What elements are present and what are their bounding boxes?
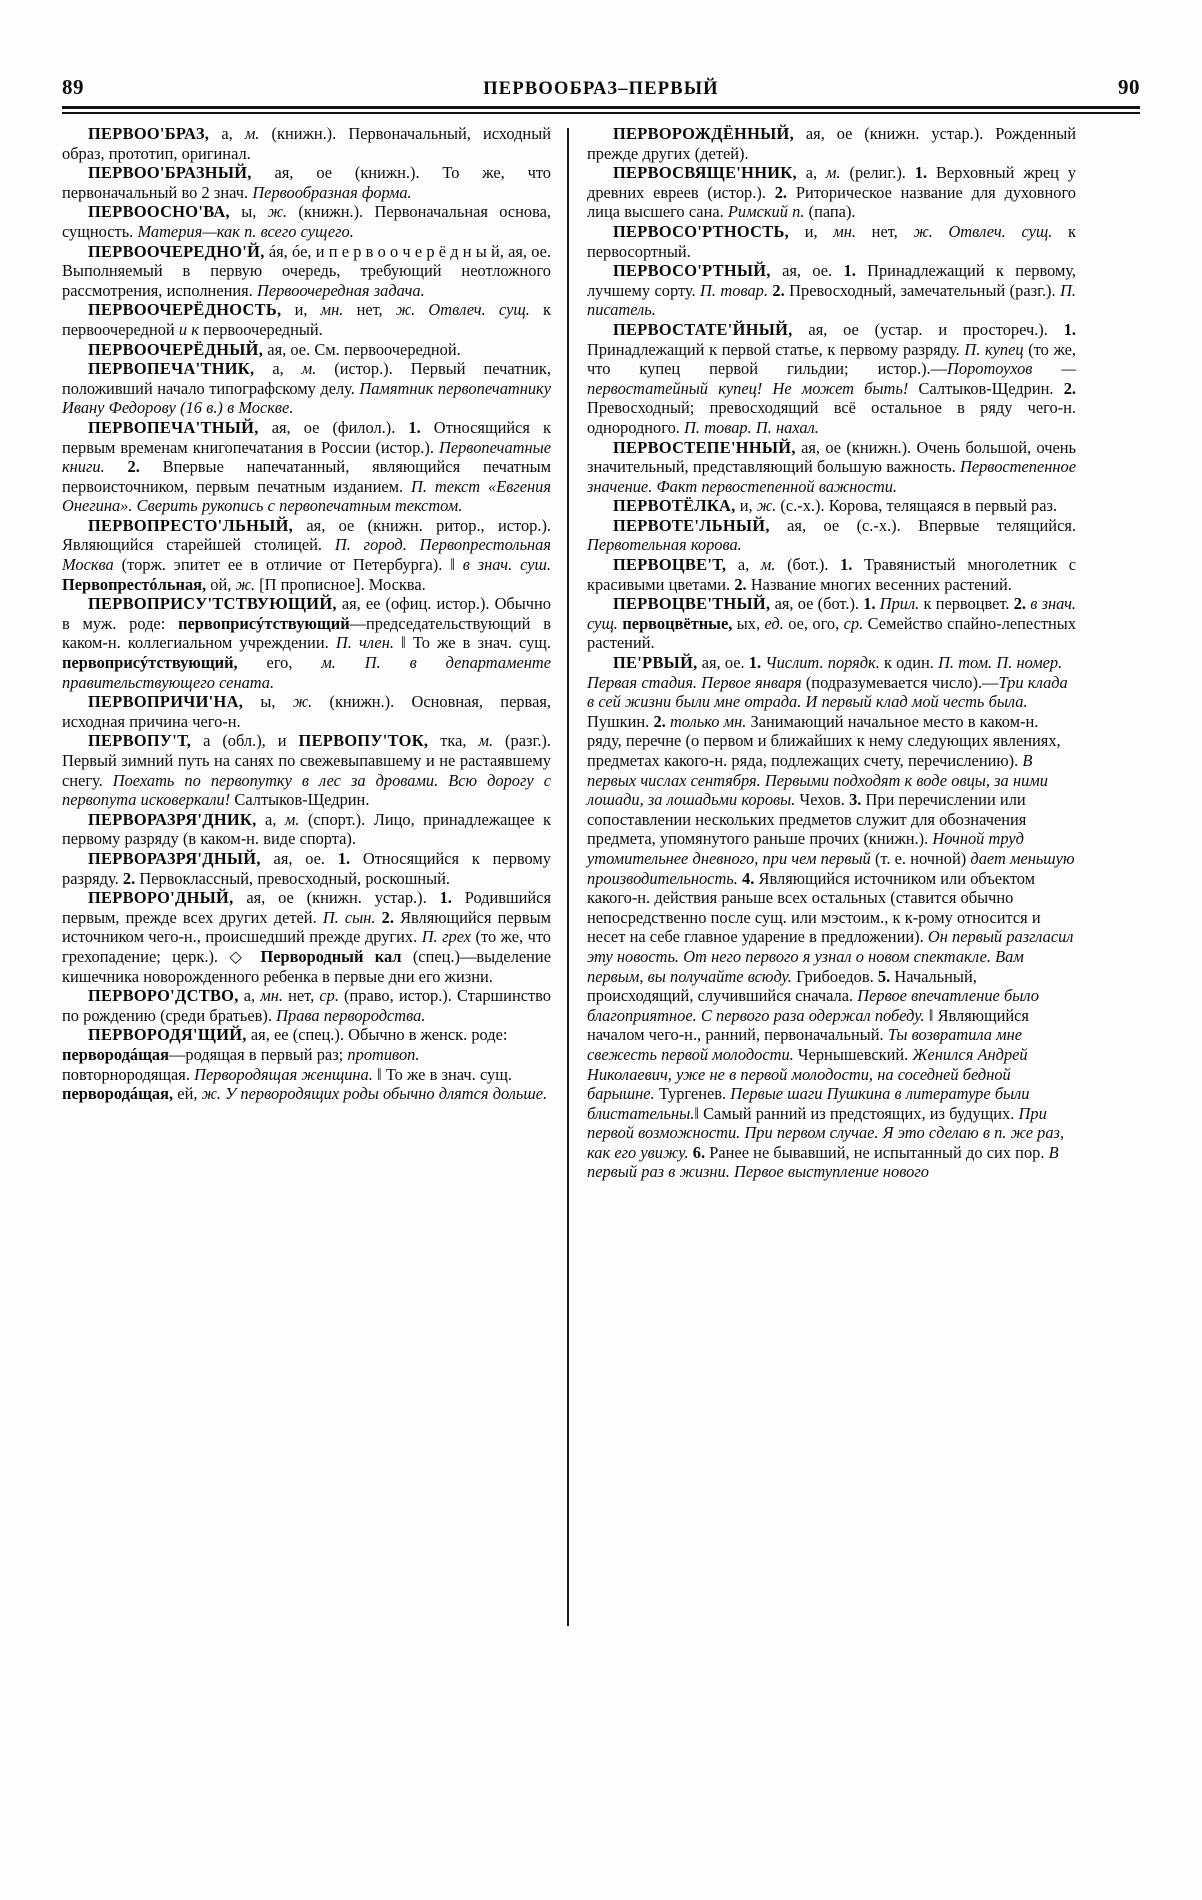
headword: ПЕРВОСТАТЕ'ЙНЫЙ, <box>613 319 793 339</box>
subentry-grammar: ой, <box>206 574 236 594</box>
grammar: а, <box>256 809 285 829</box>
headword: ПЕРВОЦВЕ'ТНЫЙ, <box>613 594 771 614</box>
sense-2-note: (папа). <box>804 202 856 222</box>
sense-number-1: 1. <box>408 417 421 437</box>
sense-1: Относящийся к первому разряду. <box>62 848 551 888</box>
sense-5-quotation-4: Первые шаги Пушкина в литературе были блистательны. <box>587 1084 1030 1123</box>
grammar-italic: м. <box>301 359 317 379</box>
sense-5-note: ‖ Являющийся началом чего-н., ранний, первоначальный. <box>587 1005 1029 1045</box>
sense-number-1: 1. <box>840 555 853 575</box>
entry-pervorodstvo <box>62 986 551 1025</box>
right-column <box>569 124 1076 1824</box>
subentry-gender: ж. <box>235 574 255 594</box>
sense-5-attribution: Чернышевский. <box>793 1044 913 1064</box>
grammar-italic: м. <box>244 124 260 143</box>
grammar-italic: м. <box>760 555 776 575</box>
grammar: ая, ее (офиц. истор.). Обычно в муж. роде: <box>62 594 551 633</box>
definition-2: к первоочередной <box>62 300 551 339</box>
definition-italic-2: ср. <box>843 613 864 633</box>
subentry-note: [П прописное]. Москва. <box>254 574 426 594</box>
grammar: ая, ое (книжн. ритор., истор.). Являющийся старейшей столицей. <box>62 515 551 555</box>
headword: ПЕРВОРАЗРЯ'ДНИК, <box>88 809 257 829</box>
sense-1: Принадлежащий к первой статье, к первому разряду. <box>587 339 965 359</box>
sense-1: Относящийся к первым временам книгопечатания в России (истор.). <box>62 417 551 457</box>
headword: ПЕРВОПРЕСТО'ЛЬНЫЙ, <box>88 515 294 535</box>
definition-2: к первосортный. <box>587 221 1077 261</box>
tail-example: ж. У первородящих роды обычно длятся дольше. <box>201 1084 548 1104</box>
example: Первотельная корова. <box>587 535 742 555</box>
entry-pervotsvet <box>587 555 1076 594</box>
definition-italic: ж. Отвлеч. сущ. <box>913 221 1053 241</box>
grammar: ая, ое (книжн.). Очень большой, очень значительный, представляющий большую важность. <box>587 437 1076 477</box>
grammar: ы, <box>243 692 293 712</box>
left-column <box>62 124 567 1824</box>
sense-1-example: П. сын. <box>322 907 376 927</box>
example: Права первородства. <box>276 1005 426 1025</box>
grammar: ая, ее (спец.). Обычно в женск. роде: <box>246 1025 508 1045</box>
entry-pervosortnost <box>587 222 1076 261</box>
grammar: ая, ое (филол.). <box>258 417 409 437</box>
sense-number-2: 2. <box>767 280 785 300</box>
sense-3: При перечислении или сопоставлении нескольких предметов служит для обозначения предмета, упомянутого раньше прочих (книжн.). <box>587 790 1027 849</box>
sense-3-quotation-2: дает меньшую производительность. <box>587 848 1075 888</box>
note: ‖ То же в знач. сущ. <box>372 1064 512 1084</box>
grammar-italic: ж. <box>756 496 777 516</box>
sense-2-example: Римский п. <box>727 202 805 222</box>
grammar: ая, ое (бот.). <box>770 594 864 614</box>
entry-pervoput <box>62 731 551 809</box>
headword: ПЕ'РВЫЙ, <box>613 653 698 673</box>
folio-right: 90 <box>1118 75 1140 99</box>
entry-pervoocherednoi <box>62 242 551 301</box>
entry-pervostateinyi <box>587 320 1076 438</box>
sense-number-2: 2. <box>1063 378 1076 398</box>
sense-number-2: 2. <box>104 457 140 477</box>
entry-pervoocherednyi <box>62 340 551 360</box>
sense-3-quotation: Ночной труд утомительнее дневного, при чем первый <box>587 829 1024 868</box>
subentry: Первопрестóльная, <box>62 574 207 594</box>
example: Первостепенное значение. Факт первостепенной важности. <box>587 457 1076 496</box>
definition-2: повторнородящая. <box>62 1064 195 1084</box>
grammar: и, <box>789 221 834 241</box>
headword: ПЕРВОПЕЧА'ТНИК, <box>88 359 255 379</box>
definition-italic: ед. <box>764 613 784 633</box>
grammar-italic: м. <box>826 163 841 183</box>
definition-2: (право, истор.). Старшинство по рождению (среди братьев). <box>62 986 551 1025</box>
headword: ПЕРВОПРИСУ'ТСТВУЮЩИЙ, <box>88 594 337 614</box>
folio-left: 89 <box>62 75 84 99</box>
tail-grammar: ей, <box>173 1084 202 1104</box>
headword: ПЕРВОСВЯЩЕ'ННИК, <box>613 163 797 183</box>
entry-pervoprichina <box>62 692 551 731</box>
antonym-label: противоп. <box>347 1044 420 1064</box>
quotation: Поротоухов — первостатейный купец! Не может быть! <box>587 359 1076 398</box>
sense-6: Ранее не бывавший, не испытанный до сих пор. <box>705 1142 1049 1162</box>
sense-3-parenthetical: (т. е. ночной) <box>870 848 971 868</box>
grammar: ая, ое (книжн. устар.). <box>233 888 440 908</box>
grammar: ая, ое (книжн.). То же, что первоначальный во 2 знач. <box>62 163 551 202</box>
attribution: Салтыков-Щедрин. <box>908 378 1064 398</box>
sense-5-attribution-2: Тургенев. <box>654 1084 731 1104</box>
sense-5: Начальный, происходящий, случившийся сначала. <box>587 966 977 1006</box>
sense-2-example: П. текст «Евгения Онегина». Сверить рукопись с первопечатным текстом. <box>62 476 551 516</box>
grammar-italic: ж. <box>292 692 313 712</box>
grammar: а, <box>726 555 761 575</box>
definition: —председательствующий в каком-н. коллегиальном учреждении. <box>62 613 551 653</box>
definition-italic: ж. Отвлеч. сущ. <box>395 300 530 320</box>
sense-number-1: 1. <box>843 261 856 281</box>
grammar: ая, ое (книжн. устар.). Рожденный прежде других (детей). <box>587 124 1076 163</box>
headword: ПЕРВОТЁЛКА, <box>613 496 736 516</box>
sense-1-example: П. купец <box>964 339 1024 359</box>
sense-2-note: (то же, что грехопадение; церк.). ◇ <box>62 927 551 966</box>
variant-grammar: тка, <box>428 731 479 751</box>
sense-1: Верховный жрец у древних евреев (истор.). <box>587 163 1076 202</box>
definition: —родящая в первый раз; <box>169 1044 348 1064</box>
sense-number-1: 1. <box>439 888 452 908</box>
definition: (с.-х.). Корова, телящаяся в первый раз. <box>776 496 1058 516</box>
grammar: а, <box>238 986 261 1006</box>
sense-5-quotation-5: При первой возможности. При первом случае. Я это сделаю в п. же раз, как его увижу. <box>587 1103 1065 1162</box>
headword: ПЕРВОЦВЕ'Т, <box>613 555 727 575</box>
entry-pervotelka <box>587 496 1076 516</box>
usage-label: (бот.). <box>775 555 841 575</box>
grammar-italic: мн. <box>260 986 283 1006</box>
headword: ПЕРВОСТЕПЕ'ННЫЙ, <box>613 437 796 457</box>
grammar: ая, ое. <box>770 261 844 281</box>
sense-number-1: 1. <box>748 653 762 673</box>
sense-1-attribution: Пушкин. <box>587 711 654 731</box>
sense-1-quotation: Три клада в сей жизни были мне отрада. И первый клад мой честь была. <box>587 672 1068 712</box>
grammar-italic: м. <box>284 809 300 829</box>
entry-pervorazryadnyi <box>62 849 551 888</box>
example: Памятник первопечатнику Ивану Федорову (16 в.) в Москве. <box>62 378 552 418</box>
grammar: и, <box>281 300 321 320</box>
example: П. член. <box>335 633 394 653</box>
sense-2: Впервые напечатанный, являющийся печатным первоисточником, первым печатным изданием. <box>62 457 551 496</box>
sense-number-1: 1. <box>863 594 876 614</box>
sense-4: Являющийся источником или объектом какого-н. действия раньше всех остальных (ставится обычно непосредственно после сущ. или мэстоим., к к-рому относится и несет на себе главное ударение в предложении). <box>587 868 1041 947</box>
headword: ПЕРВОСО'РТНОСТЬ, <box>613 221 790 241</box>
sense-number-2: 2. <box>122 868 136 888</box>
running-head <box>62 62 1140 98</box>
grammar: áя, óе, и п е р в о о ч е р ё д н ы й, ая, ое. Выполняемый в первую очередь, требующий неотложного рассмотрения, исполнения. <box>62 241 551 300</box>
grammar: а, <box>254 359 302 379</box>
headword: ПЕРВОПЕЧА'ТНЫЙ, <box>88 417 259 437</box>
sense-2-example: П. товар. П. нахал. <box>684 417 819 437</box>
headword: ПЕРВООЧЕРЕДНО'Й, <box>88 241 265 261</box>
sense-1: Принадлежащий к первому, лучшему сорту. <box>587 261 1076 300</box>
definition: ых, <box>732 613 765 633</box>
bold-form-1: первоприсýтствующий <box>178 613 350 633</box>
entry-pervoocherednost <box>62 300 551 339</box>
definition: (спорт.). Лицо, принадлежащее к первому разряду (в каком-н. виде спорта). <box>62 809 551 849</box>
sense-number-1: 1. <box>337 848 351 868</box>
grammar: ая, ое (устар. и простореч.). <box>792 319 1064 339</box>
entry-pervosvyashchennik <box>587 163 1076 222</box>
attribution: Салтыков-Щедрин. <box>230 790 370 810</box>
definition: (книжн.). Первоначальная основа, сущность. <box>62 202 551 241</box>
grammar: ая, ое. <box>697 653 749 673</box>
sense-5-quotation-3: Женился Андрей Николаевич, уже не в первой молодости, на соседней бедной барышне. <box>587 1044 1028 1104</box>
bold-form-2: первоприсýтствующий, <box>62 653 238 673</box>
headword: ПЕРВОРОЖДЁННЫЙ, <box>613 124 794 143</box>
grammar-italic: ж. <box>267 202 288 222</box>
definition: нет, <box>282 986 320 1006</box>
sense-number-2: 2. <box>653 711 666 731</box>
idiom-definition: (спец.)—выделение кишечника новорожденного ребенка в первые дни его жизни. <box>62 946 551 986</box>
sense-6-quotation: В первый раз в жизни. Первое выступление нового <box>587 1142 1059 1182</box>
header-rule-thick <box>62 106 1140 109</box>
sense-1-example: Первопечатные книги. <box>62 437 551 477</box>
tail-example: м. П. в департаменте правительствующего сената. <box>62 653 551 692</box>
headword: ПЕРВОПРИЧИ'НА, <box>88 692 244 712</box>
sense-1: к первоцвет. <box>919 594 1014 614</box>
sense-number-3: 3. <box>849 790 862 810</box>
sense-5-tail: ‖ Самый ранний из предстоящих, из будущих. <box>694 1103 1019 1123</box>
sense-number-5: 5. <box>877 966 891 986</box>
definition: (книжн.). Первоначальный, исходный образ, прототип, оригинал. <box>62 124 551 163</box>
definition: (книжн.). Основная, первая, исходная причина чего-н. <box>62 692 551 731</box>
entry-pervostepennyi <box>587 438 1076 497</box>
tail-grammar: его, <box>237 653 322 673</box>
note: ‖ То же в знач. сущ. <box>393 633 551 653</box>
sense-number-6: 6. <box>688 1142 706 1162</box>
grammar: ая, ое. См. первоочередной. <box>263 339 461 359</box>
sense-number-2: 2. <box>1013 594 1027 614</box>
sense-1-example: П. товар. <box>700 280 768 300</box>
grammar: а, <box>209 124 245 143</box>
sense-1-note: (подразумевается число).— <box>801 672 999 692</box>
headword: ПЕРВОРОДЯ'ЩИЙ, <box>88 1025 247 1045</box>
entry-pervotsvetnyi <box>587 594 1076 653</box>
usage-label: (религ.). <box>840 163 915 183</box>
sense-2-quotation: В первых числах сентября. Первыми подходят к воде овцы, за ними лошади, за лошадьми коровы. <box>587 751 1048 810</box>
sense-number-2: 2. <box>734 574 747 594</box>
sense-2-example: П. писатель. <box>587 280 1077 320</box>
running-title: ПЕРВООБРАЗ–ПЕРВЫЙ <box>483 78 719 99</box>
sense-number-1: 1. <box>914 163 928 183</box>
entry-pervoprisutstvuyushchiy <box>62 594 551 692</box>
entry-pervopechatnyi <box>62 418 551 516</box>
sense-number-1: 1. <box>1063 319 1076 339</box>
sense-2: Риторическое название для духовного лица высшего сана. <box>587 182 1076 222</box>
sense-number-4: 4. <box>737 868 755 888</box>
headword: ПЕРВОРО'ДСТВО, <box>88 986 239 1006</box>
bold-form-1: первородáщая <box>62 1044 169 1064</box>
sense-4-attribution: Грибоедов. <box>791 966 878 986</box>
sense-number-2: 2. <box>375 907 394 927</box>
headword: ПЕРВОО'БРАЗНЫЙ, <box>88 163 252 183</box>
entry-pervorozhdennyi <box>587 124 1076 163</box>
example: Первоочередная задача. <box>256 280 425 300</box>
definition: (истор.). Первый печатник, положивший начало типографскому делу. <box>62 359 551 398</box>
headword: ПЕРВОРАЗРЯ'ДНЫЙ, <box>88 848 261 868</box>
entry-pervosortnyi <box>587 261 1076 320</box>
idiom: Первородный кал <box>260 946 402 966</box>
headword: ПЕРВОСО'РТНЫЙ, <box>613 261 771 281</box>
entry-pervoprestolnyi <box>62 516 551 594</box>
sense-1-label: Прил. <box>875 594 920 614</box>
headword: ПЕРВООСНО'ВА, <box>88 202 230 222</box>
example-1: П. город. Первопрестольная Москва <box>62 535 551 575</box>
entry-pervopechatnik <box>62 359 551 418</box>
definition-3: первоочередный. <box>198 319 323 339</box>
headword: ПЕРВОТЕ'ЛЬНЫЙ, <box>613 515 770 535</box>
bold-form: первоцвётные, <box>617 613 733 633</box>
entry-pervotelnyi <box>587 516 1076 555</box>
parenthetical: (торж. эпитет ее в отличие от Петербурга). ‖ <box>113 555 463 575</box>
sense-1: Родившийся первым, прежде всех других детей. <box>62 888 551 927</box>
bold-form-2: первородáщая, <box>62 1084 174 1104</box>
headword: ПЕРВОРО'ДНЫЙ, <box>88 888 234 908</box>
entry-pervorazryadnik <box>62 810 551 849</box>
grammar-italic: мн. <box>833 221 856 241</box>
header-rule-thin <box>62 112 1140 114</box>
sense-1-label: Числит. порядк. <box>761 653 880 673</box>
grammar: ая, ое (с.-х.). Впервые телящийся. <box>769 515 1076 535</box>
headword: ПЕРВООЧЕРЁДНЫЙ, <box>88 339 264 359</box>
headword: ПЕРВООЧЕРЁДНОСТЬ, <box>88 300 282 320</box>
sense-2-example: П. грех <box>421 927 472 947</box>
grammar: а, <box>796 163 827 183</box>
entry-pervoobraznyi <box>62 163 551 202</box>
example: Первообразная форма. <box>252 182 412 202</box>
definition-2: ое, ого, <box>783 613 844 633</box>
definition-italic-2: и к <box>178 319 199 339</box>
definition: (разг.). Первый зимний путь на санях по свежевыпавшему и не растаявшему снегу. <box>62 731 551 790</box>
sense-2: Превосходный; превосходящий всё остальное в ряду чего-н. однородного. <box>587 398 1076 437</box>
grammar: и, <box>735 496 757 516</box>
sense-number-2: 2. <box>774 182 788 202</box>
grammar: а (обл.), и <box>191 731 299 751</box>
sense-5-quotation-2: Ты возвратила мне свежесть первой молодости. <box>587 1025 1023 1064</box>
grammar: ая, ое. <box>260 848 338 868</box>
sense-2: Занимающий начальное место в каком-н. ряду, перечне (о первом и ближайших к нему следующих явлениях, предметах какого-н. ряда, подлежащих счету, перечислению). <box>587 711 1061 770</box>
sense-4-quotation: Он первый разгласил эту новость. От него первого я узнал о новом спектакле. Вам первым, вы получайте всюду. <box>587 927 1074 986</box>
usage-note: в знач. суш. <box>462 555 551 575</box>
definition-3: Семейство спайно-лепестных растений. <box>587 613 1077 653</box>
example: Материя—как п. всего сущего. <box>137 221 354 241</box>
headword: ПЕРВОПУ'Т, <box>88 731 192 751</box>
sense-2: Первоклассный, превосходный, роскошный. <box>135 868 451 888</box>
headword-variant: ПЕРВОПУ'ТОК, <box>298 731 429 751</box>
sense-1: Травянистый многолетник с красивыми цветами. <box>587 555 1076 594</box>
grammar: ы, <box>229 202 268 222</box>
grammar-italic: мн. <box>320 300 344 320</box>
variant-gender: м. <box>478 731 494 751</box>
example: Поехать по первопутку в лес за дровами. Всю дорогу с первопута исковеркали! <box>62 770 551 810</box>
sense-2: Являющийся первым источником чего-н., происшедший прежде других. <box>62 907 551 947</box>
entry-pervoobraz <box>62 124 551 163</box>
sense-2-label: в знач. сущ. <box>587 594 1077 633</box>
entry-pervorodnyi <box>62 888 551 986</box>
column-container <box>62 124 1140 1824</box>
headword: ПЕРВОО'БРАЗ, <box>88 124 210 143</box>
sense-2: Название многих весенних растений. <box>746 574 1012 594</box>
entry-pervoosnova <box>62 202 551 241</box>
sense-2-label: только мн. <box>665 711 747 731</box>
sense-2-attribution: Чехов. <box>795 790 850 810</box>
entry-pervyi <box>587 653 1076 1182</box>
sense-1: к один. <box>879 653 939 673</box>
definition: нет, <box>856 221 914 241</box>
entry-pervorodyashchiy <box>62 1025 551 1103</box>
example: Первородящая женщина. <box>194 1064 373 1084</box>
sense-2: Превосходный, замечательный (разг.). <box>784 280 1061 300</box>
gender-italic: ср. <box>319 986 339 1006</box>
sense-1-note: (то же, что купец первой гильдии; истор.).— <box>587 339 1076 379</box>
sense-1-example: П. том. П. номер. Первая стадия. Первое января <box>587 653 1063 692</box>
sense-5-quotation: Первое впечатление было благоприятное. С первого раза одержал победу. <box>587 986 1039 1025</box>
definition: нет, <box>343 300 396 320</box>
